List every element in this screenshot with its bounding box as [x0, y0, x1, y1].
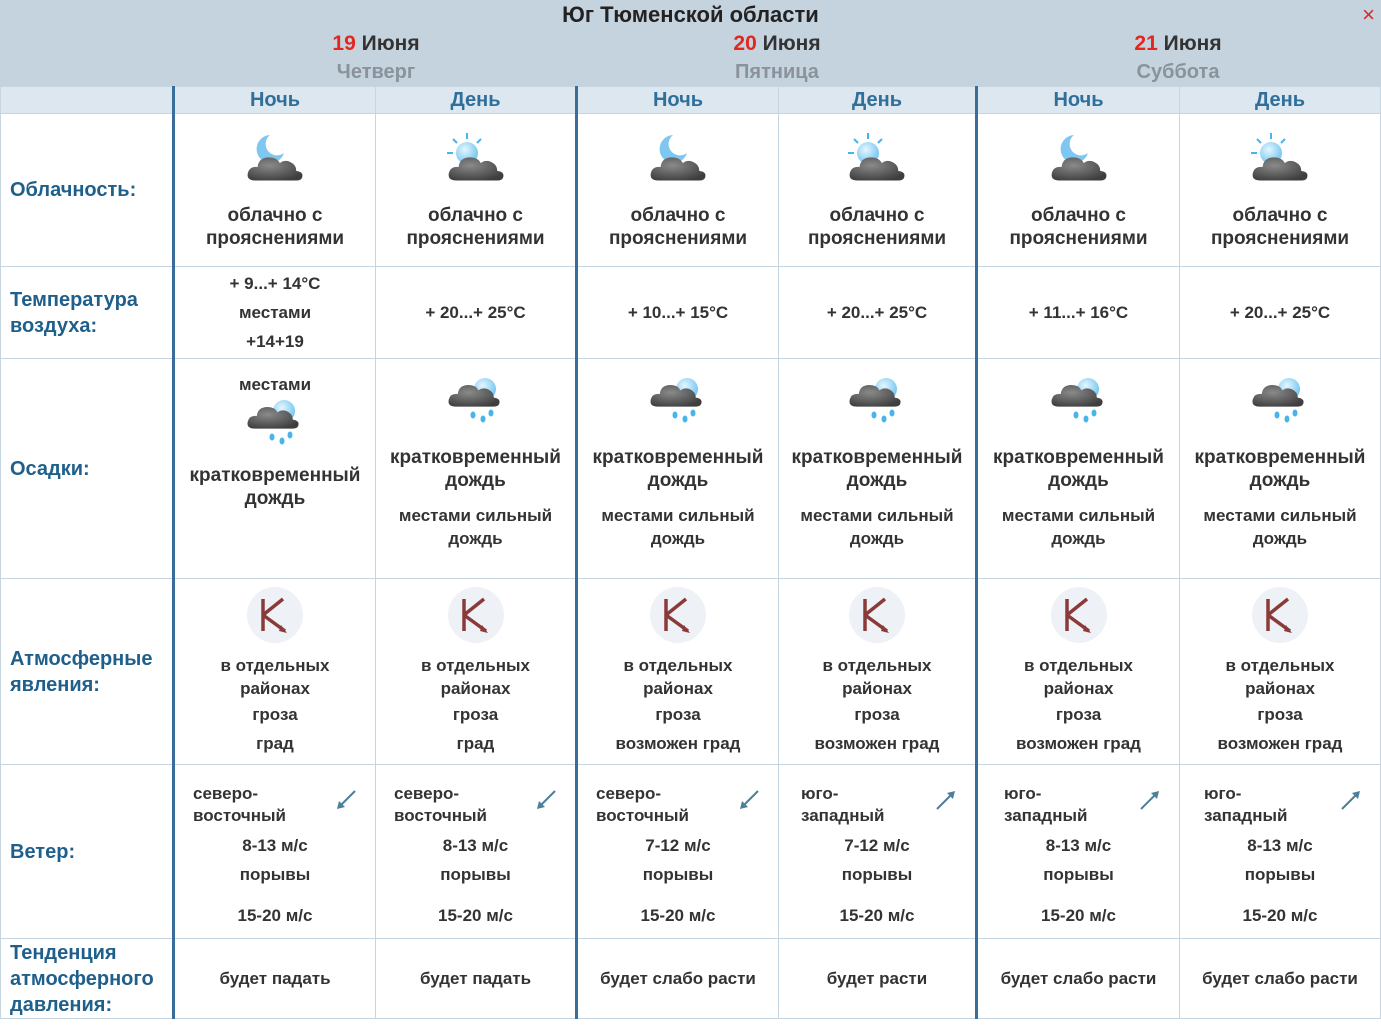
- cloud-text: прояснениями: [1210, 227, 1350, 249]
- precip-extra: местами сильный: [398, 506, 553, 525]
- phenomena-text: районах: [240, 679, 310, 698]
- thunderstorm-icon: [847, 585, 907, 645]
- temp-note: местами: [238, 303, 312, 322]
- precip-pre: местами: [238, 375, 312, 394]
- precip-text: дождь: [445, 470, 506, 491]
- precip-extra: дождь: [1252, 529, 1308, 548]
- precip-text: дождь: [1048, 470, 1109, 491]
- pressure-row: [1, 939, 1381, 1019]
- precip-text: кратковременный: [791, 447, 963, 468]
- row-label-line: Атмосферные: [10, 647, 153, 670]
- gusts-value: 15-20 м/с: [237, 906, 313, 925]
- day-weekday: Пятница: [735, 61, 819, 83]
- cloud-text: прояснениями: [1009, 227, 1148, 249]
- moon-cloud-icon: [647, 131, 709, 187]
- precip-extra: дождь: [849, 529, 905, 548]
- arrow-southwest-icon: [335, 789, 357, 811]
- wind-direction: юго-: [1004, 784, 1042, 803]
- row-label-pressure: [1, 939, 174, 1019]
- phenomena-text: в отдельных: [1024, 656, 1133, 675]
- wind-speed: 8-13 м/с: [442, 836, 509, 855]
- precip-text: кратковременный: [390, 447, 561, 468]
- pressure-cell: будет слабо расти: [977, 939, 1180, 1019]
- phenomena-text: гроза: [452, 705, 499, 724]
- cloud-text: облачно с: [630, 204, 726, 226]
- cloud-cell: [174, 114, 376, 267]
- precip-extra: дождь: [1051, 529, 1106, 548]
- arrow-southwest-icon: [738, 789, 760, 811]
- cloud-text: облачно с: [1031, 204, 1126, 226]
- phenomena-text: возможен град: [1217, 734, 1343, 753]
- phenomena-text: гроза: [1055, 705, 1102, 724]
- row-label-line: Температура: [10, 288, 138, 311]
- phenomena-cell: [779, 579, 977, 765]
- row-label-line: давления:: [10, 993, 113, 1016]
- gusts-value: 15-20 м/с: [640, 906, 716, 925]
- period-header: Ночь: [577, 87, 779, 114]
- temp-cell: [779, 267, 977, 359]
- cloud-cell: [376, 114, 577, 267]
- wind-row: [1, 765, 1381, 939]
- pressure-cell: будет падать: [376, 939, 577, 1019]
- day-weekday: Суббота: [1136, 61, 1220, 83]
- cloud-text: прояснениями: [608, 227, 748, 249]
- rain-cloud-icon: [846, 373, 908, 429]
- gusts-label: порывы: [1043, 865, 1114, 884]
- cloud-cell: [779, 114, 977, 267]
- gusts-label: порывы: [841, 865, 913, 884]
- phenomena-text: в отдельных: [220, 656, 330, 675]
- day-number: 20: [733, 32, 757, 55]
- rain-cloud-icon: [1048, 373, 1110, 429]
- temp-cell: [577, 267, 779, 359]
- gusts-label: порывы: [239, 865, 311, 884]
- sun-cloud-icon: [445, 131, 507, 187]
- wind-direction: юго-: [1204, 784, 1242, 803]
- wind-cell: [376, 765, 577, 939]
- phenomena-text: возможен град: [1016, 734, 1141, 753]
- phenomena-cell: [1180, 579, 1381, 765]
- temp-value: + 10...+ 15°C: [627, 302, 729, 322]
- day-number: 19: [332, 32, 356, 55]
- gusts-value: 15-20 м/с: [839, 906, 915, 925]
- gusts-value: 15-20 м/с: [1242, 906, 1318, 925]
- period-header: День: [1180, 87, 1381, 114]
- temp-cell: [977, 267, 1180, 359]
- wind-direction: восточный: [596, 806, 690, 825]
- wind-speed: 8-13 м/с: [1247, 836, 1313, 855]
- phenomena-text: гроза: [1257, 705, 1303, 724]
- phenomena-text: град: [256, 734, 294, 753]
- phenomena-cell: [577, 579, 779, 765]
- period-header: Ночь: [174, 87, 376, 114]
- day-header-1: [176, 30, 576, 86]
- arrow-northeast-icon: [935, 789, 957, 811]
- row-label-wind: Ветер:: [1, 765, 174, 939]
- wind-direction: восточный: [394, 806, 488, 825]
- precip-extra: местами сильный: [601, 506, 755, 525]
- moon-cloud-icon: [244, 131, 306, 187]
- cloud-text: прояснениями: [406, 227, 545, 249]
- precip-extra: местами сильный: [800, 506, 954, 525]
- wind-direction: северо-: [394, 784, 460, 803]
- day-month: Июня: [762, 32, 821, 55]
- cloud-text: облачно с: [428, 204, 523, 226]
- precip-extra: местами сильный: [1203, 506, 1357, 525]
- phenomena-text: гроза: [655, 705, 701, 724]
- phenomena-text: районах: [1043, 679, 1114, 698]
- row-label-precipitation: Осадки:: [1, 359, 174, 579]
- wind-direction: западный: [1004, 806, 1088, 825]
- phenomena-text: гроза: [252, 705, 298, 724]
- phenomena-text: районах: [842, 679, 912, 698]
- phenomena-row: [1, 579, 1381, 765]
- phenomena-text: возможен град: [814, 734, 940, 753]
- gusts-value: 15-20 м/с: [438, 906, 513, 925]
- pressure-cell: будет слабо расти: [577, 939, 779, 1019]
- thunderstorm-icon: [1049, 585, 1109, 645]
- gusts-value: 15-20 м/с: [1041, 906, 1116, 925]
- phenomena-text: районах: [643, 679, 713, 698]
- wind-cell: [174, 765, 376, 939]
- period-header: День: [779, 87, 977, 114]
- phenomena-cell: [174, 579, 376, 765]
- phenomena-text: районах: [440, 679, 511, 698]
- period-header-row: [1, 87, 1381, 114]
- thunderstorm-icon: [245, 585, 305, 645]
- wind-direction: восточный: [193, 806, 287, 825]
- precip-text: дождь: [244, 488, 306, 509]
- phenomena-text: гроза: [854, 705, 900, 724]
- row-label-line: атмосферного: [10, 967, 154, 990]
- moon-cloud-icon: [1048, 131, 1110, 187]
- close-icon[interactable]: ×: [1362, 2, 1375, 27]
- phenomena-text: в отдельных: [421, 656, 530, 675]
- cloud-text: облачно с: [1232, 204, 1328, 226]
- precip-cell: [977, 359, 1180, 579]
- precip-text: кратковременный: [993, 447, 1164, 468]
- wind-direction: западный: [801, 806, 885, 825]
- row-label-line: Тенденция: [10, 941, 117, 964]
- wind-cell: [779, 765, 977, 939]
- cloud-cell: [1180, 114, 1381, 267]
- precip-text: дождь: [647, 470, 709, 491]
- cloud-text: прояснениями: [205, 227, 345, 249]
- cloud-cell: [977, 114, 1180, 267]
- wind-cell: [977, 765, 1180, 939]
- rain-cloud-icon: [1249, 373, 1311, 429]
- phenomena-text: град: [456, 734, 495, 753]
- gusts-label: порывы: [642, 865, 714, 884]
- period-header: День: [376, 87, 577, 114]
- wind-direction: северо-: [193, 784, 259, 803]
- temperature-row: [1, 267, 1381, 359]
- thunderstorm-icon: [1250, 585, 1310, 645]
- rain-cloud-icon: [244, 395, 306, 447]
- day-header-3: [978, 30, 1378, 86]
- precip-cell: [174, 359, 376, 579]
- phenomena-text: районах: [1245, 679, 1315, 698]
- temp-value: + 9...+ 14°C: [229, 274, 321, 293]
- cloud-text: облачно с: [829, 204, 925, 226]
- period-header: Ночь: [977, 87, 1180, 114]
- thunderstorm-icon: [446, 585, 506, 645]
- temp-cell: [1180, 267, 1381, 359]
- wind-speed: 7-12 м/с: [844, 836, 910, 855]
- arrow-northeast-icon: [1139, 789, 1161, 811]
- gusts-label: порывы: [1244, 865, 1316, 884]
- wind-cell: [577, 765, 779, 939]
- cloud-text: облачно с: [227, 204, 323, 226]
- row-label-line: воздуха:: [10, 314, 98, 337]
- gusts-label: порывы: [440, 865, 511, 884]
- rain-cloud-icon: [445, 373, 507, 429]
- precip-cell: [779, 359, 977, 579]
- wind-direction: западный: [1204, 806, 1288, 825]
- wind-cell: [1180, 765, 1381, 939]
- row-label-line: явления:: [10, 673, 100, 696]
- temp-value: + 20...+ 25°C: [826, 302, 928, 322]
- wind-speed: 8-13 м/с: [242, 836, 308, 855]
- precip-cell: [376, 359, 577, 579]
- cloud-text: прояснениями: [807, 227, 947, 249]
- wind-direction: северо-: [596, 784, 662, 803]
- precip-cell: [577, 359, 779, 579]
- cloud-cell: [577, 114, 779, 267]
- phenomena-text: в отдельных: [822, 656, 932, 675]
- temp-cell: [174, 267, 376, 359]
- precip-text: дождь: [1249, 470, 1311, 491]
- temp-cell: [376, 267, 577, 359]
- day-month: Июня: [1163, 32, 1222, 55]
- row-label-temperature: [1, 267, 174, 359]
- arrow-northeast-icon: [1340, 789, 1362, 811]
- forecast-header: [0, 0, 1381, 86]
- row-label-cloudiness: Облачность:: [1, 114, 174, 267]
- phenomena-text: возможен град: [615, 734, 741, 753]
- thunderstorm-icon: [648, 585, 708, 645]
- corner-cell: [1, 87, 174, 114]
- precip-text: кратковременный: [189, 465, 361, 486]
- phenomena-cell: [977, 579, 1180, 765]
- wind-speed: 7-12 м/с: [645, 836, 711, 855]
- day-weekday: Четверг: [336, 61, 416, 83]
- precip-extra: дождь: [448, 529, 503, 548]
- precip-extra: дождь: [650, 529, 706, 548]
- forecast-table: [0, 86, 1381, 1019]
- pressure-cell: будет расти: [779, 939, 977, 1019]
- region-title: Юг Тюменской области: [562, 2, 819, 27]
- precip-text: кратковременный: [592, 447, 764, 468]
- temp-value: + 11...+ 16°C: [1028, 302, 1129, 322]
- sun-cloud-icon: [1249, 131, 1311, 187]
- precipitation-row: [1, 359, 1381, 579]
- wind-direction: юго-: [801, 784, 839, 803]
- phenomena-text: в отдельных: [623, 656, 733, 675]
- cloudiness-row: [1, 114, 1381, 267]
- rain-cloud-icon: [647, 373, 709, 429]
- temp-note: +14+19: [246, 332, 304, 351]
- row-label-phenomena: [1, 579, 174, 765]
- temp-value: + 20...+ 25°C: [1229, 302, 1331, 322]
- pressure-cell: будет слабо расти: [1180, 939, 1381, 1019]
- wind-speed: 8-13 м/с: [1045, 836, 1112, 855]
- precip-cell: [1180, 359, 1381, 579]
- precip-text: кратковременный: [1194, 447, 1366, 468]
- pressure-cell: будет падать: [174, 939, 376, 1019]
- day-header-2: [577, 30, 977, 86]
- precip-extra: местами сильный: [1001, 506, 1156, 525]
- day-month: Июня: [361, 32, 420, 55]
- arrow-southwest-icon: [535, 789, 557, 811]
- day-number: 21: [1134, 32, 1158, 55]
- precip-text: дождь: [846, 470, 908, 491]
- phenomena-text: в отдельных: [1225, 656, 1335, 675]
- temp-value: + 20...+ 25°C: [425, 302, 526, 322]
- sun-cloud-icon: [846, 131, 908, 187]
- phenomena-cell: [376, 579, 577, 765]
